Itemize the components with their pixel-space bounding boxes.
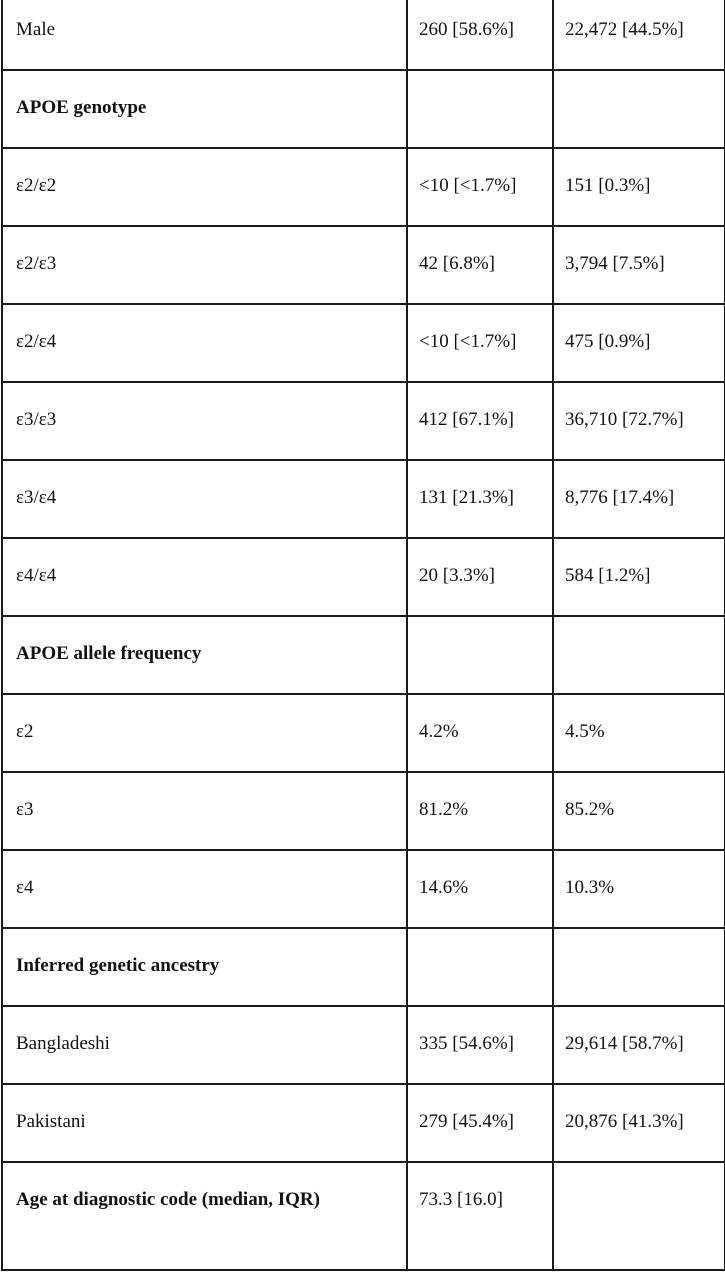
row-reference-value: 3,794 [7.5%] [553,226,725,304]
row-reference-value [553,928,725,1006]
row-reference-value: 151 [0.3%] [553,148,725,226]
row-reference-value: 475 [0.9%] [553,304,725,382]
row-value: 73.3 [16.0] [407,1162,553,1270]
table-row [2,1006,725,1084]
section-heading: Age at diagnostic code (median, IQR) [2,1162,407,1270]
row-value: 42 [6.8%] [407,226,553,304]
row-reference-value: 4.5% [553,694,725,772]
row-label: ε3/ε3 [2,382,407,460]
row-value: 81.2% [407,772,553,850]
row-value [407,616,553,694]
row-value [407,70,553,148]
table-row [2,226,725,304]
table-row [2,382,725,460]
row-value: 412 [67.1%] [407,382,553,460]
row-reference-value: 29,614 [58.7%] [553,1006,725,1084]
row-value [407,928,553,1006]
row-reference-value [553,1162,725,1270]
row-reference-value: 36,710 [72.7%] [553,382,725,460]
row-value: 260 [58.6%] [407,0,553,70]
row-reference-value: 8,776 [17.4%] [553,460,725,538]
row-value: 335 [54.6%] [407,1006,553,1084]
section-heading: APOE allele frequency [2,616,407,694]
row-label: Pakistani [2,1084,407,1162]
row-label: ε3 [2,772,407,850]
row-value: 279 [45.4%] [407,1084,553,1162]
table-row [2,1084,725,1162]
row-label: ε2 [2,694,407,772]
row-label: ε4/ε4 [2,538,407,616]
row-label: ε3/ε4 [2,460,407,538]
row-reference-value: 10.3% [553,850,725,928]
row-reference-value: 20,876 [41.3%] [553,1084,725,1162]
table-section-row [2,928,725,1006]
row-value: 14.6% [407,850,553,928]
table-row [2,694,725,772]
section-heading: Inferred genetic ancestry [2,928,407,1006]
row-label: ε4 [2,850,407,928]
table-row [2,772,725,850]
data-table [1,0,725,1271]
table-row [2,538,725,616]
row-value: 20 [3.3%] [407,538,553,616]
table-row [2,148,725,226]
table-row [2,304,725,382]
row-label: ε2/ε4 [2,304,407,382]
section-heading: APOE genotype [2,70,407,148]
table-row [2,460,725,538]
table-section-row [2,1162,725,1270]
row-value: 131 [21.3%] [407,460,553,538]
row-label: Male [2,0,407,70]
table-body [2,0,725,1270]
table-row [2,850,725,928]
row-reference-value: 22,472 [44.5%] [553,0,725,70]
table-section-row [2,70,725,148]
row-value: <10 [<1.7%] [407,304,553,382]
row-label: ε2/ε2 [2,148,407,226]
table-row [2,0,725,70]
row-reference-value [553,70,725,148]
row-value: <10 [<1.7%] [407,148,553,226]
row-reference-value [553,616,725,694]
row-value: 4.2% [407,694,553,772]
row-label: Bangladeshi [2,1006,407,1084]
table-section-row [2,616,725,694]
row-reference-value: 85.2% [553,772,725,850]
row-reference-value: 584 [1.2%] [553,538,725,616]
row-label: ε2/ε3 [2,226,407,304]
